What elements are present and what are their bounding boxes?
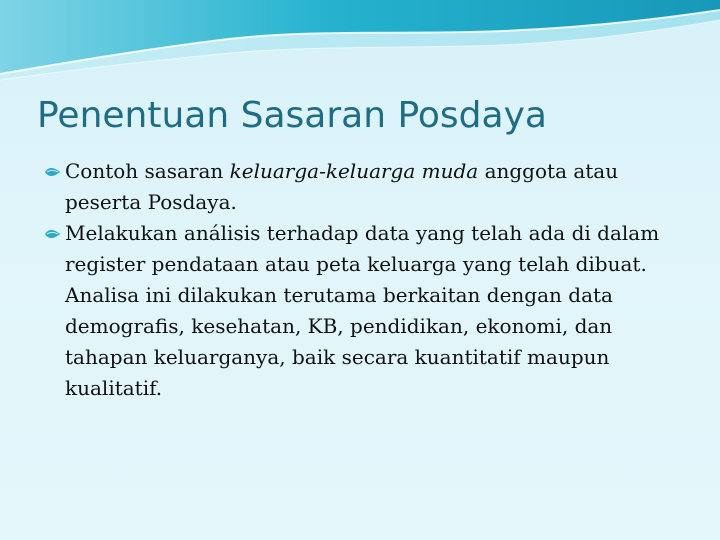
wave-header-decoration	[0, 0, 720, 90]
bullet-item-2	[44, 218, 684, 404]
fleuron-bullet-icon	[44, 228, 62, 240]
fleuron-bullet-icon	[44, 166, 62, 178]
slide-title: Penentuan Sasaran Posdaya	[37, 95, 547, 136]
bullet-text-2: Melakukan análisis terhadap data yang telah ada di dalam register pendataan atau peta keluarga yang telah dibuat. Analisa ini dilakukan terutama berkaitan dengan data demografis, kesehatan, KB, pendidikan, ekonomi, dan tahapan keluarganya, baik secara kuantitatif maupun kualitatif.	[65, 221, 660, 400]
bullet-1-prefix: Contoh sasaran	[65, 159, 230, 183]
bullet-item-1	[44, 156, 684, 218]
bullet-list	[44, 156, 684, 404]
bullet-text-1	[65, 159, 618, 214]
bullet-1-suffix: anggota atau peserta Posdaya.	[65, 159, 619, 214]
bullet-1-emphasis: keluarga-keluarga muda	[229, 159, 479, 183]
